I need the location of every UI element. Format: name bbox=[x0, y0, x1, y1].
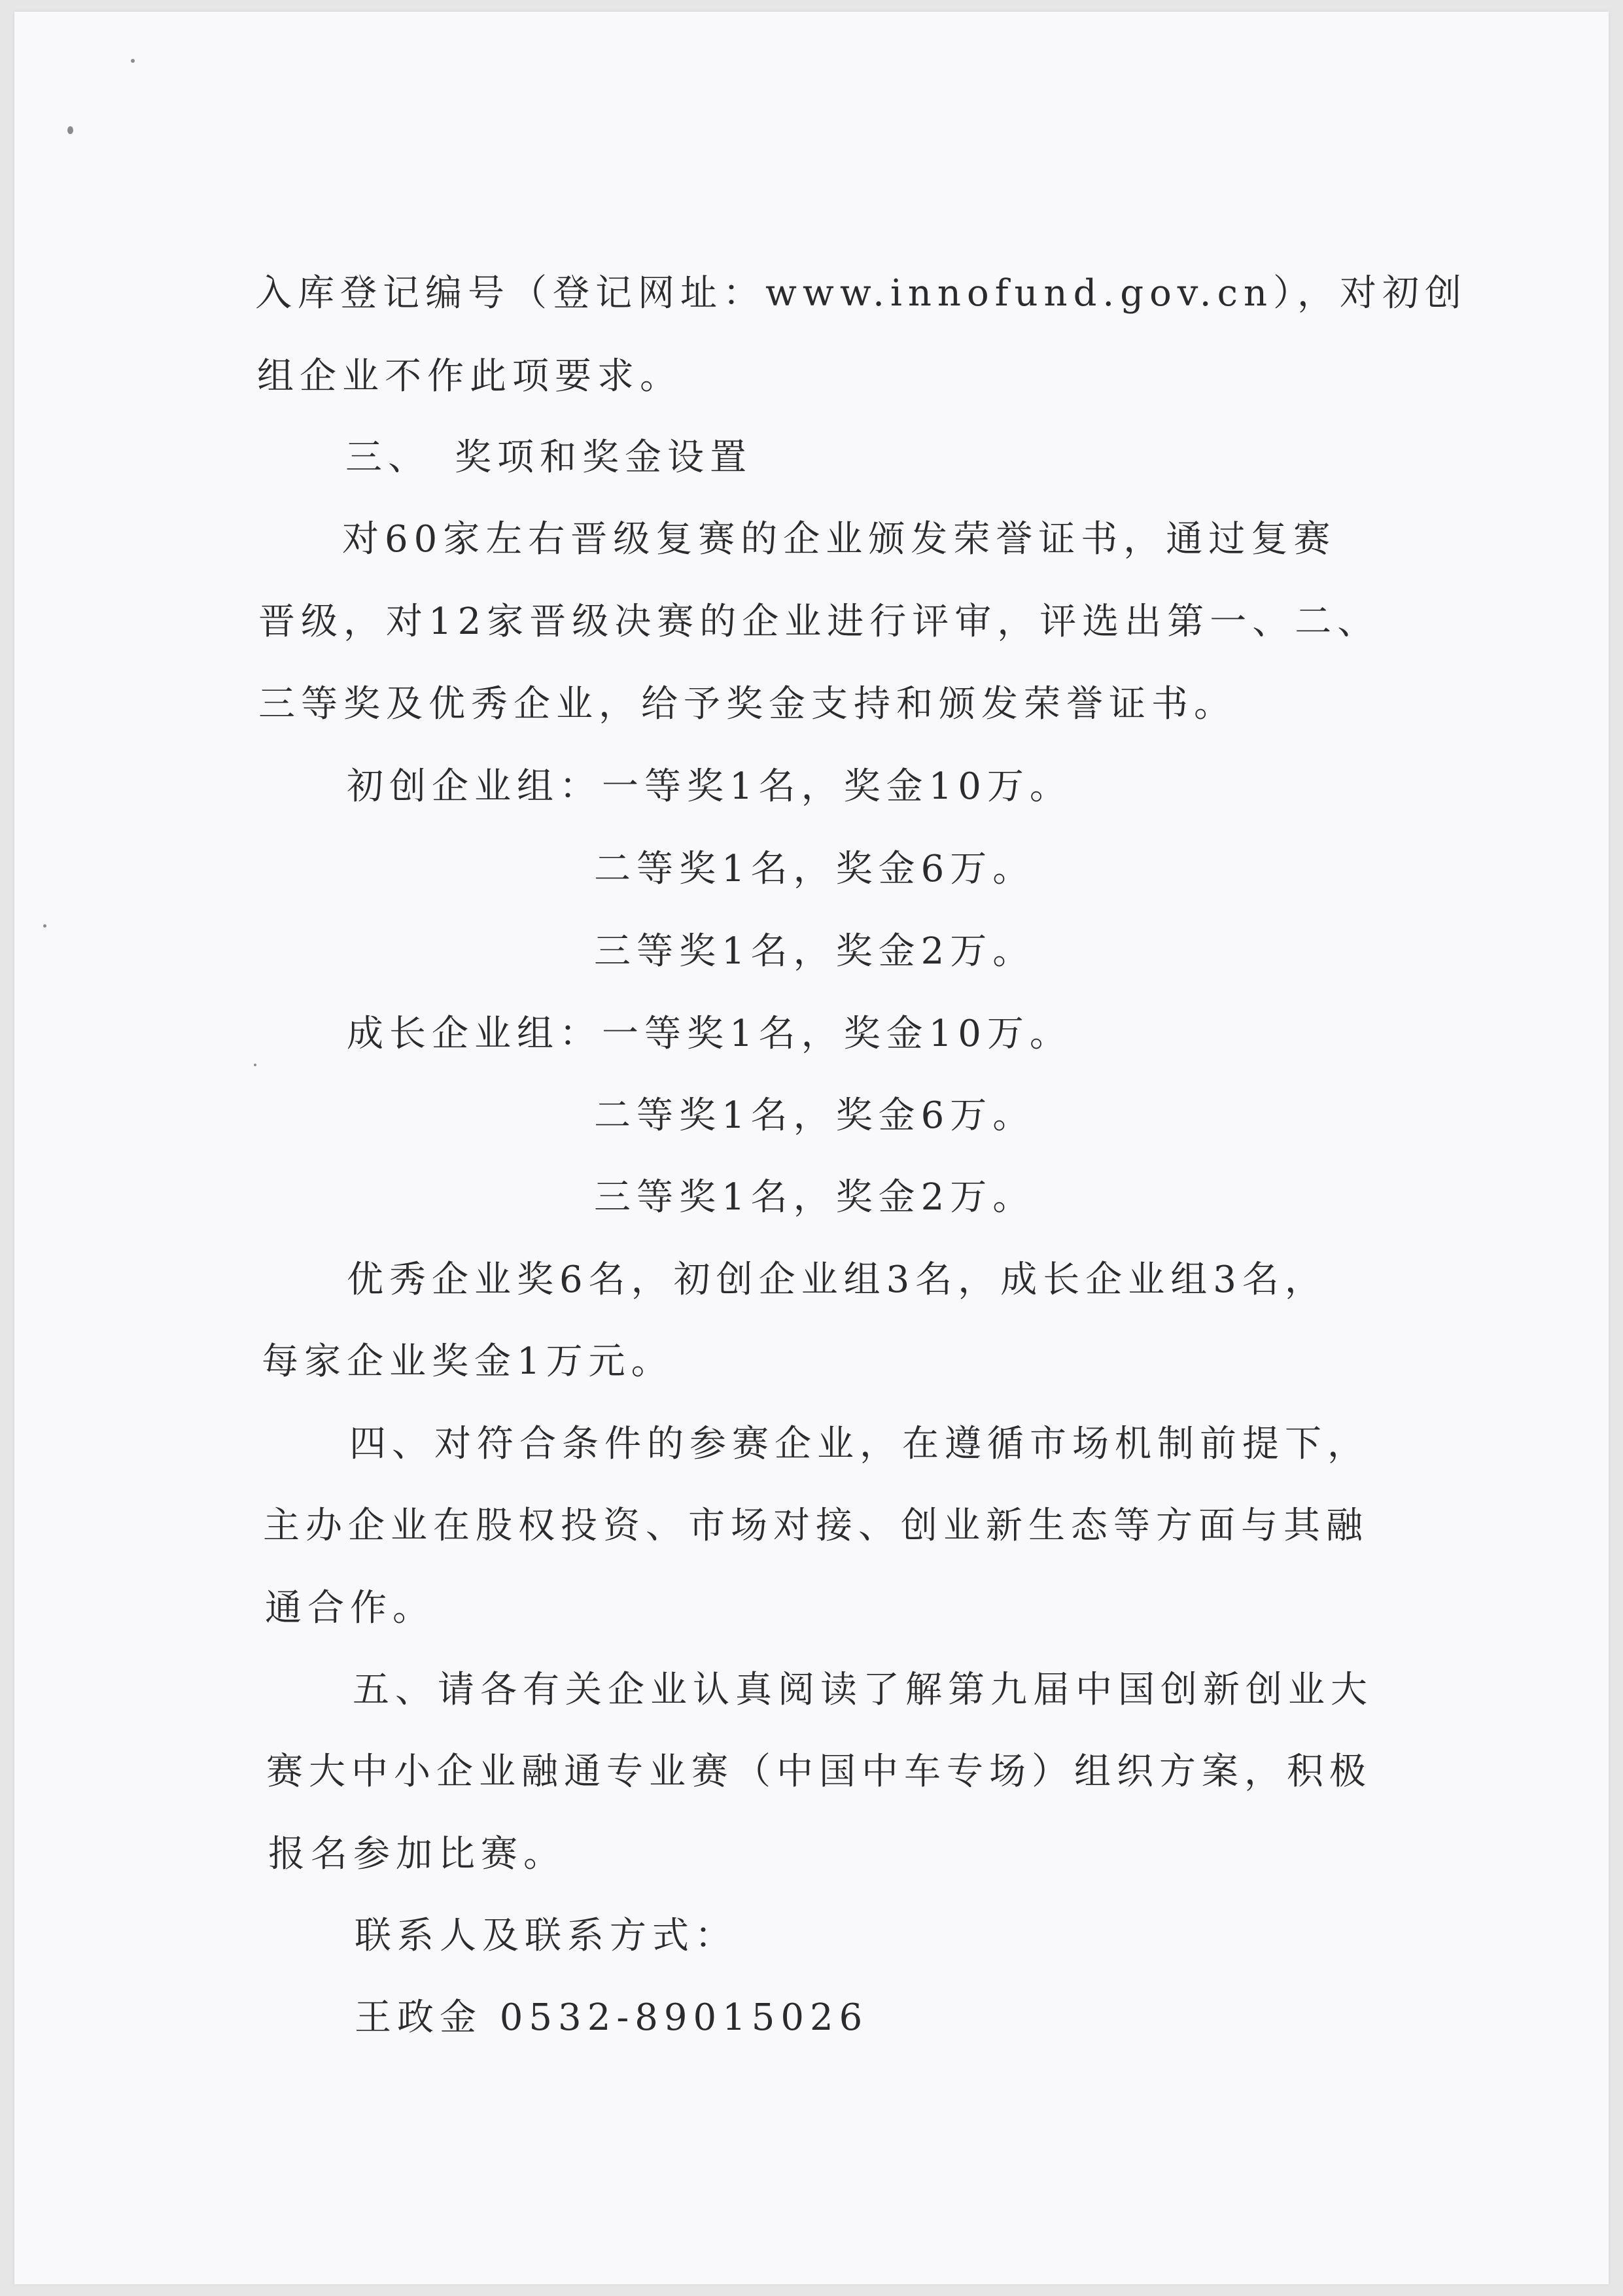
prize-line: 二等奖1名，奖金6万。 bbox=[594, 848, 1036, 890]
prize-line: 三等奖1名，奖金2万。 bbox=[594, 1176, 1036, 1219]
prize-line: 二等奖1名，奖金6万。 bbox=[594, 1094, 1036, 1137]
body-line: 报名参加比赛。 bbox=[268, 1833, 566, 1875]
body-line: 五、请各有关企业认真阅读了解第九届中国创新创业大 bbox=[353, 1669, 1373, 1711]
body-line: 组企业不作此项要求。 bbox=[257, 355, 682, 398]
prize-line: 三等奖1名，奖金2万。 bbox=[594, 930, 1036, 973]
section-heading: 三、 奖项和奖金设置 bbox=[345, 436, 752, 479]
document-page bbox=[14, 12, 1609, 2284]
body-line: 四、对符合条件的参赛企业，在遵循市场机制前提下， bbox=[349, 1423, 1370, 1465]
body-line: 三等奖及优秀企业，给予奖金支持和颁发荣誉证书。 bbox=[258, 683, 1236, 725]
contact-line: 王政金 0532-89015026 bbox=[355, 1996, 869, 2039]
body-line: 入库登记编号（登记网址：www.innofund.gov.cn），对初创 bbox=[255, 272, 1468, 315]
prize-line: 初创企业组：一等奖1名，奖金10万。 bbox=[347, 765, 1072, 808]
document-body bbox=[14, 12, 1609, 2284]
body-line: 主办企业在股权投资、市场对接、创业新生态等方面与其融 bbox=[263, 1505, 1369, 1547]
body-line: 每家企业奖金1万元。 bbox=[262, 1340, 674, 1383]
body-line: 赛大中小企业融通专业赛（中国中车专场）组织方案，积极 bbox=[266, 1750, 1372, 1793]
body-line: 优秀企业奖6名，初创企业组3名，成长企业组3名， bbox=[347, 1259, 1327, 1301]
body-line: 通合作。 bbox=[265, 1587, 435, 1629]
prize-line: 成长企业组：一等奖1名，奖金10万。 bbox=[347, 1013, 1072, 1055]
body-line: 晋级，对12家晋级决赛的企业进行评审，评选出第一、二、 bbox=[258, 600, 1380, 643]
contact-heading: 联系人及联系方式： bbox=[355, 1915, 737, 1957]
body-line: 对60家左右晋级复赛的企业颁发荣誉证书，通过复赛 bbox=[342, 518, 1336, 561]
